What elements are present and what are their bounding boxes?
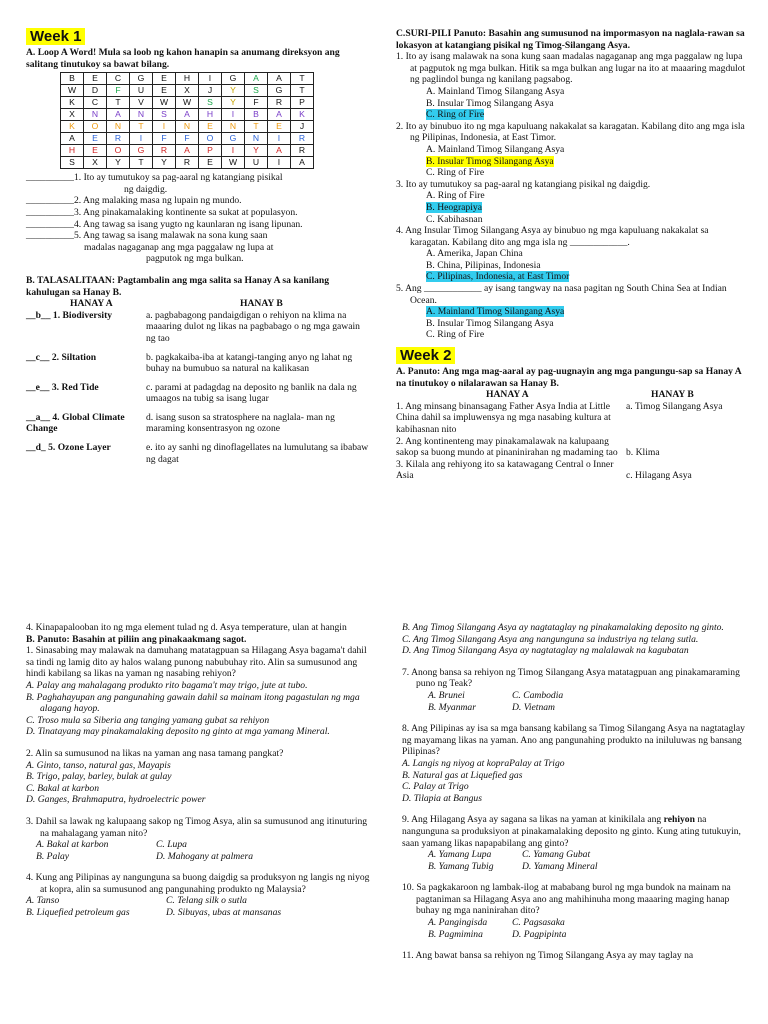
- a-item-5-cont: madalas nagaganap ang mga paggalaw ng lupa at: [84, 241, 274, 253]
- br-q7-d: D. Vietnam: [512, 701, 555, 713]
- br-q10-d: D. Pagpipinta: [512, 928, 567, 940]
- grid-cell: I: [222, 109, 245, 121]
- w2-answer: a. Timog Silangang Asya: [626, 400, 723, 412]
- bl-q1-c: C. Troso mula sa Siberia ang tanging yamang gubat sa rehiyon: [26, 714, 270, 726]
- option-text: B. Insular Timog Silangang Asya: [426, 97, 554, 109]
- br-q9-part1: 9. Ang Hilagang Asya ay sagana sa likas na yaman at kinikilala ang: [402, 814, 664, 826]
- a-item-1: __________1. Ito ay tumutukoy sa pag-aaral ng katangiang pisikal: [26, 172, 283, 184]
- hanay-a-label: HANAY A: [70, 298, 113, 310]
- matching-row: [26, 382, 370, 405]
- grid-cell: A: [176, 109, 199, 121]
- grid-cell: S: [199, 97, 222, 109]
- option-text: C. Ring of Fire: [426, 167, 485, 179]
- grid-row: [61, 121, 314, 133]
- suri-pili-option: [396, 214, 748, 226]
- br-q7-c: C. Cambodia: [512, 689, 564, 701]
- grid-cell: G: [268, 85, 291, 97]
- grid-cell: E: [84, 145, 107, 157]
- option-text: A. Ring of Fire: [426, 190, 485, 202]
- w2-hanay-header: [396, 389, 748, 401]
- grid-cell: R: [176, 157, 199, 169]
- grid-cell: R: [268, 97, 291, 109]
- grid-cell: E: [153, 85, 176, 97]
- grid-cell: A: [268, 73, 291, 85]
- suri-pili-option: [396, 167, 748, 179]
- section-c-title: C.SURI-PILI Panuto: Basahin ang sumusunod na impormasyon na naglala-rawan sa lokasyon at katangiang pisikal ng Timog-Silangang Asya.: [396, 28, 745, 51]
- br-q8-c: C. Palay at Trigo: [402, 781, 469, 793]
- bl-q2: 2. Alin sa sumusunod na likas na yaman ang nasa tamang pangkat?: [26, 747, 284, 759]
- br-q10-a: A. Pangingisda: [428, 917, 488, 929]
- grid-cell: T: [291, 85, 314, 97]
- suri-pili-option: [396, 260, 748, 272]
- grid-cell: P: [291, 97, 314, 109]
- grid-cell: X: [84, 157, 107, 169]
- grid-cell: N: [222, 121, 245, 133]
- a-item-3: __________3. Ang pinakamalaking kontinente sa sukat at populasyon.: [26, 206, 298, 218]
- grid-cell: E: [153, 73, 176, 85]
- grid-row: [61, 145, 314, 157]
- br-q9-b: B. Yamang Tubig: [428, 860, 494, 872]
- matching-term: __d_ 5. Ozone Layer: [26, 442, 111, 454]
- grid-cell: A: [107, 109, 130, 121]
- week2-heading: Week 2: [396, 347, 455, 364]
- right-column-suri-pili: [396, 28, 748, 482]
- grid-cell: X: [61, 109, 84, 121]
- grid-cell: D: [84, 85, 107, 97]
- w2-statement: 3. Kilala ang rehiyong ito sa katawagang Central o Inner Asia: [396, 458, 614, 482]
- bl-q4-b: B. Liquefied petroleum gas: [26, 907, 130, 919]
- grid-cell: A: [268, 145, 291, 157]
- grid-cell: J: [291, 121, 314, 133]
- grid-cell: N: [130, 109, 153, 121]
- grid-cell: O: [84, 121, 107, 133]
- hanay-header: [26, 298, 370, 310]
- grid-cell: T: [130, 121, 153, 133]
- grid-row: [61, 133, 314, 145]
- grid-cell: N: [107, 121, 130, 133]
- option-text: B. Heograpiya: [426, 201, 482, 213]
- option-text: A. Amerika, Japan China: [426, 248, 523, 260]
- grid-row: [61, 73, 314, 85]
- matching-definition: a. pagbabagong pandaigdigan o rehiyon na klima na maaaring dulot ng likas na pagbabago o ng mga gawain ng tao: [146, 309, 360, 344]
- w2-matching-row: [396, 436, 748, 459]
- br-q9-opts-row2: [402, 861, 748, 873]
- bl-q4-opts-row1: [26, 895, 370, 907]
- bl-q1: 1. Sinasabing may malawak na damuhang matatagpuan sa Hilagang Asya bagama't dahil sa tindi ng lamig dito ay halos walang punong nabubuhay rito. Alin sa sumusunod ang hindi kabilang sa likas na yaman ng nasabing rehiyon?: [26, 645, 367, 680]
- br-q10-b: B. Pagmimina: [428, 928, 483, 940]
- option-text: C. Pilipinas, Indonesia, at East Timor: [426, 271, 570, 283]
- grid-cell: R: [291, 145, 314, 157]
- grid-cell: A: [268, 109, 291, 121]
- bl-q3-opts-row2: [26, 851, 370, 863]
- grid-cell: F: [107, 85, 130, 97]
- a-item-5: __________5. Ang tawag sa isang malawak na sona kung saan: [26, 230, 268, 242]
- bl-q3-c: C. Lupa: [156, 839, 187, 851]
- suri-pili-option: [396, 318, 748, 330]
- suri-pili-question: 3. Ito ay tumutukoy sa pag-aaral ng katangiang pisikal ng daigdig.: [396, 178, 651, 190]
- a-item-4: __________4. Ang tawag sa isang yugto ng kaunlaran ng isang lipunan.: [26, 218, 303, 230]
- suri-pili-question: 2. Ito ay binubuo ito ng mga kapuluang nakakalat sa karagatan. Kabilang dito ang mga isla ng Pilipinas, Indonesia, at East Timor.: [396, 120, 745, 144]
- option-text: B. China, Pilipinas, Indonesia: [426, 259, 541, 271]
- left-column-multiple-choice: [26, 622, 370, 919]
- suri-pili-items: [396, 51, 748, 341]
- grid-cell: R: [153, 145, 176, 157]
- worksheet-page-2: [0, 600, 768, 1024]
- grid-cell: I: [268, 133, 291, 145]
- grid-cell: S: [153, 109, 176, 121]
- grid-cell: B: [61, 73, 84, 85]
- bl-top-item: 4. Kinapapalooban ito ng mga element tulad ng d. Asya temperature, ulan at hangin: [26, 622, 347, 633]
- br-q7-opts-row2: [402, 702, 748, 714]
- suri-pili-question: 5. Ang ____________ ay isang tangway na nasa pagitan ng South China Sea at Indian Ocean.: [396, 283, 727, 306]
- grid-cell: U: [245, 157, 268, 169]
- br-q9-c: C. Yamang Gubat: [522, 849, 591, 861]
- bl-q2-a: A. Ginto, tanso, natural gas, Mayapis: [26, 759, 171, 771]
- grid-cell: U: [130, 85, 153, 97]
- grid-cell: G: [130, 145, 153, 157]
- section-b-title: B. TALASALITAAN: Pagtambalin ang mga salita sa Hanay A sa kanilang kahulugan sa Hanay B.: [26, 274, 330, 298]
- option-text: C. Kabihasnan: [426, 213, 483, 225]
- suri-pili-option: [396, 98, 748, 110]
- grid-row: [61, 85, 314, 97]
- br-q8-b: B. Natural gas at Liquefied gas: [402, 769, 523, 781]
- grid-cell: W: [222, 157, 245, 169]
- grid-cell: A: [61, 133, 84, 145]
- w2-answer: b. Klima: [626, 446, 660, 458]
- br-q7-b: B. Myanmar: [428, 701, 476, 713]
- bl-q4-a: A. Tanso: [26, 895, 60, 907]
- option-text: C. Ring of Fire: [426, 109, 485, 121]
- option-text: A. Mainland Timog Silangang Asya: [426, 306, 565, 318]
- option-text: B. Insular Timog Silangang Asya: [426, 155, 554, 167]
- suri-pili-option: [396, 156, 748, 168]
- bl-q2-b: B. Trigo, palay, barley, bulak at gulay: [26, 771, 172, 783]
- matching-definition: e. ito ay sanhi ng dinoflagellates na lumulutang sa ibabaw ng dagat: [146, 442, 369, 465]
- bl-q1-b: B. Paghahayupan ang pangunahing gawain dahil sa mainam itong pagastulan ng mga alagang hayop.: [26, 691, 360, 715]
- grid-cell: J: [199, 85, 222, 97]
- suri-pili-question: 1. Ito ay isang malawak na sona kung saan madalas nagaganap ang mga paggalaw ng lupa at pagputok ng mga bulkan. Hitik sa mga bulkan ang lugar na ito at maaaring magdulot ng paglindol bunga ng kanilang pagsabog.: [396, 51, 746, 86]
- grid-cell: S: [245, 85, 268, 97]
- hanay-b-label: HANAY B: [240, 298, 283, 310]
- br-q6-d: D. Ang Timog Silangang Asya ay nagtataglay ng malalawak na kagubatan: [402, 645, 689, 657]
- option-text: A. Mainland Timog Silangang Asya: [426, 143, 565, 155]
- a-item-2: __________2. Ang malaking masa ng lupain ng mundo.: [26, 195, 242, 207]
- suri-pili-question: 4. Ang Insular Timog Silangang Asya ay binubuo ng mga kapuluang nakakalat sa karagatan. Kabilang dito ang mga isla ng ____________.: [396, 225, 709, 248]
- grid-cell: B: [245, 109, 268, 121]
- week1-heading: Week 1: [26, 28, 85, 45]
- matching-term: __a__ 4. Global Climate Change: [26, 411, 125, 435]
- br-q10-opts-row1: [402, 917, 748, 929]
- matching-definition: b. pagkakaiba-iba at katangi-tanging anyo ng lahat ng buhay na bumubuo sa natural na kalikasan: [146, 351, 353, 375]
- grid-cell: I: [130, 133, 153, 145]
- br-q10: 10. Sa pagkakaroon ng lambak-ilog at mababang burol ng mga bundok na mainam na pagtaniman sa Hilagang Asya ano ang mahihinuha mong maaaring maging hanap buhay ng mga naninirahan dito?: [402, 882, 731, 917]
- suri-pili-option: [396, 109, 748, 121]
- suri-pili-option: [396, 306, 748, 318]
- option-text: A. Mainland Timog Silangang Asya: [426, 85, 565, 97]
- grid-cell: E: [268, 121, 291, 133]
- br-q9-part2: na nangunguna sa produksiyon at pinakamalaking deposito ng ginto. Kung ating tutukuyin, saan yamang likas napapabilang ang ginto?: [402, 814, 741, 849]
- grid-cell: A: [176, 145, 199, 157]
- grid-cell: E: [84, 133, 107, 145]
- grid-cell: F: [153, 133, 176, 145]
- matching-row: [26, 310, 370, 345]
- bl-q4-c: C. Telang silk o sutla: [166, 895, 247, 907]
- matching-rows: [26, 310, 370, 466]
- bl-q2-c: C. Bakal at karbon: [26, 782, 100, 794]
- br-q8-a: A. Langis ng niyog at kopraPalay at Trigo: [402, 757, 565, 769]
- grid-cell: Y: [222, 85, 245, 97]
- grid-cell: G: [222, 73, 245, 85]
- grid-cell: Y: [153, 157, 176, 169]
- grid-cell: K: [61, 97, 84, 109]
- grid-cell: F: [176, 133, 199, 145]
- a-item-1-cont: ng daigdig.: [124, 183, 168, 195]
- grid-cell: E: [84, 73, 107, 85]
- suri-pili-option: [396, 329, 748, 341]
- matching-row: [26, 412, 370, 435]
- bl-q1-a: A. Palay ang mahalagang produkto rito bagama't may trigo, jute at tubo.: [26, 679, 308, 691]
- section-a-title: A. Loop A Word! Mula sa loob ng kahon hanapin sa anumang direksyon ang salitang tinutukoy sa bawat bilang.: [26, 47, 340, 70]
- grid-cell: T: [291, 73, 314, 85]
- br-q10-c: C. Pagsasaka: [512, 917, 565, 929]
- br-q6-c: C. Ang Timog Silangang Asya ang nangunguna sa industriya ng telang sutla.: [402, 633, 699, 645]
- grid-cell: G: [130, 73, 153, 85]
- right-column-multiple-choice: [402, 622, 748, 962]
- suri-pili-option: [396, 86, 748, 98]
- grid-row: [61, 97, 314, 109]
- bl-q4-opts-row2: [26, 907, 370, 919]
- grid-cell: O: [107, 145, 130, 157]
- grid-cell: K: [291, 109, 314, 121]
- grid-cell: E: [199, 157, 222, 169]
- grid-cell: H: [61, 145, 84, 157]
- grid-cell: I: [153, 121, 176, 133]
- w2-hanay-a-label: HANAY A: [486, 389, 529, 401]
- word-search-grid: [60, 72, 314, 169]
- grid-cell: A: [245, 73, 268, 85]
- grid-cell: I: [222, 145, 245, 157]
- br-q8: 8. Ang Pilipinas ay isa sa mga bansang kabilang sa Timog Silangang Asya na nagtataglay ng mayamang likas na yaman. Ano ang pangunahing produkto na iniluluwas ng bansang Pilipinas?: [402, 723, 745, 758]
- grid-cell: X: [176, 85, 199, 97]
- w2-matching-row: [396, 459, 748, 482]
- matching-term: __b__ 1. Biodiversity: [26, 309, 113, 321]
- option-text: C. Ring of Fire: [426, 329, 485, 341]
- grid-cell: A: [291, 157, 314, 169]
- grid-cell: W: [153, 97, 176, 109]
- w2-hanay-b-label: HANAY B: [651, 389, 694, 401]
- grid-cell: G: [222, 133, 245, 145]
- br-q7-opts-row1: [402, 690, 748, 702]
- br-q9-d: D. Yamang Mineral: [522, 860, 598, 872]
- suri-pili-option: [396, 271, 748, 283]
- grid-cell: W: [61, 85, 84, 97]
- br-q6-b: B. Ang Timog Silangang Asya ay nagtataglay ng pinakamalaking deposito ng ginto.: [402, 622, 724, 633]
- grid-cell: C: [84, 97, 107, 109]
- grid-cell: C: [107, 73, 130, 85]
- br-q10-opts-row2: [402, 929, 748, 941]
- grid-row: [61, 157, 314, 169]
- bl-q2-d: D. Ganges, Brahmaputra, hydroelectric power: [26, 794, 206, 806]
- bl-q3-b: B. Palay: [36, 850, 70, 862]
- matching-row: [26, 442, 370, 465]
- grid-cell: F: [245, 97, 268, 109]
- w2-matching-rows: [396, 401, 748, 482]
- week2-title: A. Panuto: Ang mga mag-aaral ay pag-uugnayin ang mga pangungu-sap sa Hanay A na tinutukoy o nilalarawan sa Hanay B.: [396, 366, 742, 389]
- w2-answer: c. Hilagang Asya: [626, 469, 692, 481]
- grid-cell: T: [130, 157, 153, 169]
- br-q8-d: D. Tilapia at Bangus: [402, 792, 482, 804]
- bl-q3-opts-row1: [26, 839, 370, 851]
- grid-cell: Y: [222, 97, 245, 109]
- br-q7: 7. Anong bansa sa rehiyon ng Timog Silangang Asya matatagpuan ang pinakamaraming puno ng Teak?: [402, 666, 740, 690]
- br-q7-a: A. Brunei: [428, 689, 465, 701]
- grid-cell: Y: [107, 157, 130, 169]
- w2-matching-row: [396, 401, 748, 436]
- left-column-week1: [26, 28, 370, 472]
- bl-title: B. Panuto: Basahin at piliin ang pinakaakmang sagot.: [26, 633, 247, 645]
- bl-q3-a: A. Bakal at karbon: [36, 839, 109, 851]
- bl-q3: 3. Dahil sa lawak ng kalupaang sakop ng Timog Asya, alin sa sumusunod ang itinuturing na mahalagang yaman nito?: [26, 815, 368, 839]
- grid-cell: H: [176, 73, 199, 85]
- w2-statement: 2. Ang kontinenteng may pinakamalawak na kalupaang sakop sa buong mundo at pinaninirahan ng madaming tao: [396, 435, 618, 459]
- grid-cell: S: [61, 157, 84, 169]
- grid-cell: W: [176, 97, 199, 109]
- grid-cell: Y: [245, 145, 268, 157]
- matching-definition: d. isang suson sa stratosphere na naglala- man ng maraming konsentrasyon ng ozone: [146, 411, 335, 435]
- a-item-5-cont2: pagputok ng mga bulkan.: [146, 253, 244, 265]
- w2-statement: 1. Ang minsang binansagang Father Asya India at Little China dahil sa impluwensya ng mga nasabing kultura at kabihasnan nito: [396, 400, 611, 435]
- option-text: B. Insular Timog Silangang Asya: [426, 317, 554, 329]
- matching-term: __c__ 2. Siltation: [26, 351, 97, 363]
- br-q9-opts-row1: [402, 849, 748, 861]
- matching-row: [26, 352, 370, 375]
- grid-cell: O: [199, 133, 222, 145]
- br-q11: 11. Ang bawat bansa sa rehiyon ng Timog Silangang Asya ay may taglay na: [402, 950, 694, 962]
- matching-definition: c. parami at padagdag na deposito ng banlik na dala ng umaagos na tubig sa isang lugar: [146, 381, 357, 405]
- suri-pili-option: [396, 190, 748, 202]
- grid-cell: P: [199, 145, 222, 157]
- grid-cell: N: [245, 133, 268, 145]
- matching-term: __e__ 3. Red Tide: [26, 381, 99, 393]
- br-q9-a: A. Yamang Lupa: [428, 849, 492, 861]
- grid-cell: N: [84, 109, 107, 121]
- suri-pili-option: [396, 248, 748, 260]
- grid-cell: H: [199, 109, 222, 121]
- grid-row: [61, 109, 314, 121]
- bl-q4-d: D. Sibuyas, ubas at mansanas: [166, 907, 282, 919]
- bl-q3-d: D. Mahogany at palmera: [156, 850, 253, 862]
- grid-cell: T: [107, 97, 130, 109]
- grid-cell: K: [61, 121, 84, 133]
- grid-cell: E: [199, 121, 222, 133]
- grid-cell: I: [268, 157, 291, 169]
- grid-cell: N: [176, 121, 199, 133]
- grid-cell: T: [245, 121, 268, 133]
- br-q9-bold: rehiyon: [663, 814, 695, 826]
- grid-cell: R: [107, 133, 130, 145]
- br-q9: [402, 814, 748, 849]
- suri-pili-option: [396, 144, 748, 156]
- grid-cell: V: [130, 97, 153, 109]
- bl-q4: 4. Kung ang Pilipinas ay nangunguna sa buong daigdig sa produksyon ng langis ng niyog at kopra, alin sa sumusunod ang pangunahing produkto ng Malaysia?: [26, 872, 370, 895]
- bl-q1-d: D. Tinatayang may pinakamalaking deposito ng ginto at mga yamang Mineral.: [26, 726, 330, 738]
- grid-cell: R: [291, 133, 314, 145]
- grid-cell: I: [199, 73, 222, 85]
- suri-pili-option: [396, 202, 748, 214]
